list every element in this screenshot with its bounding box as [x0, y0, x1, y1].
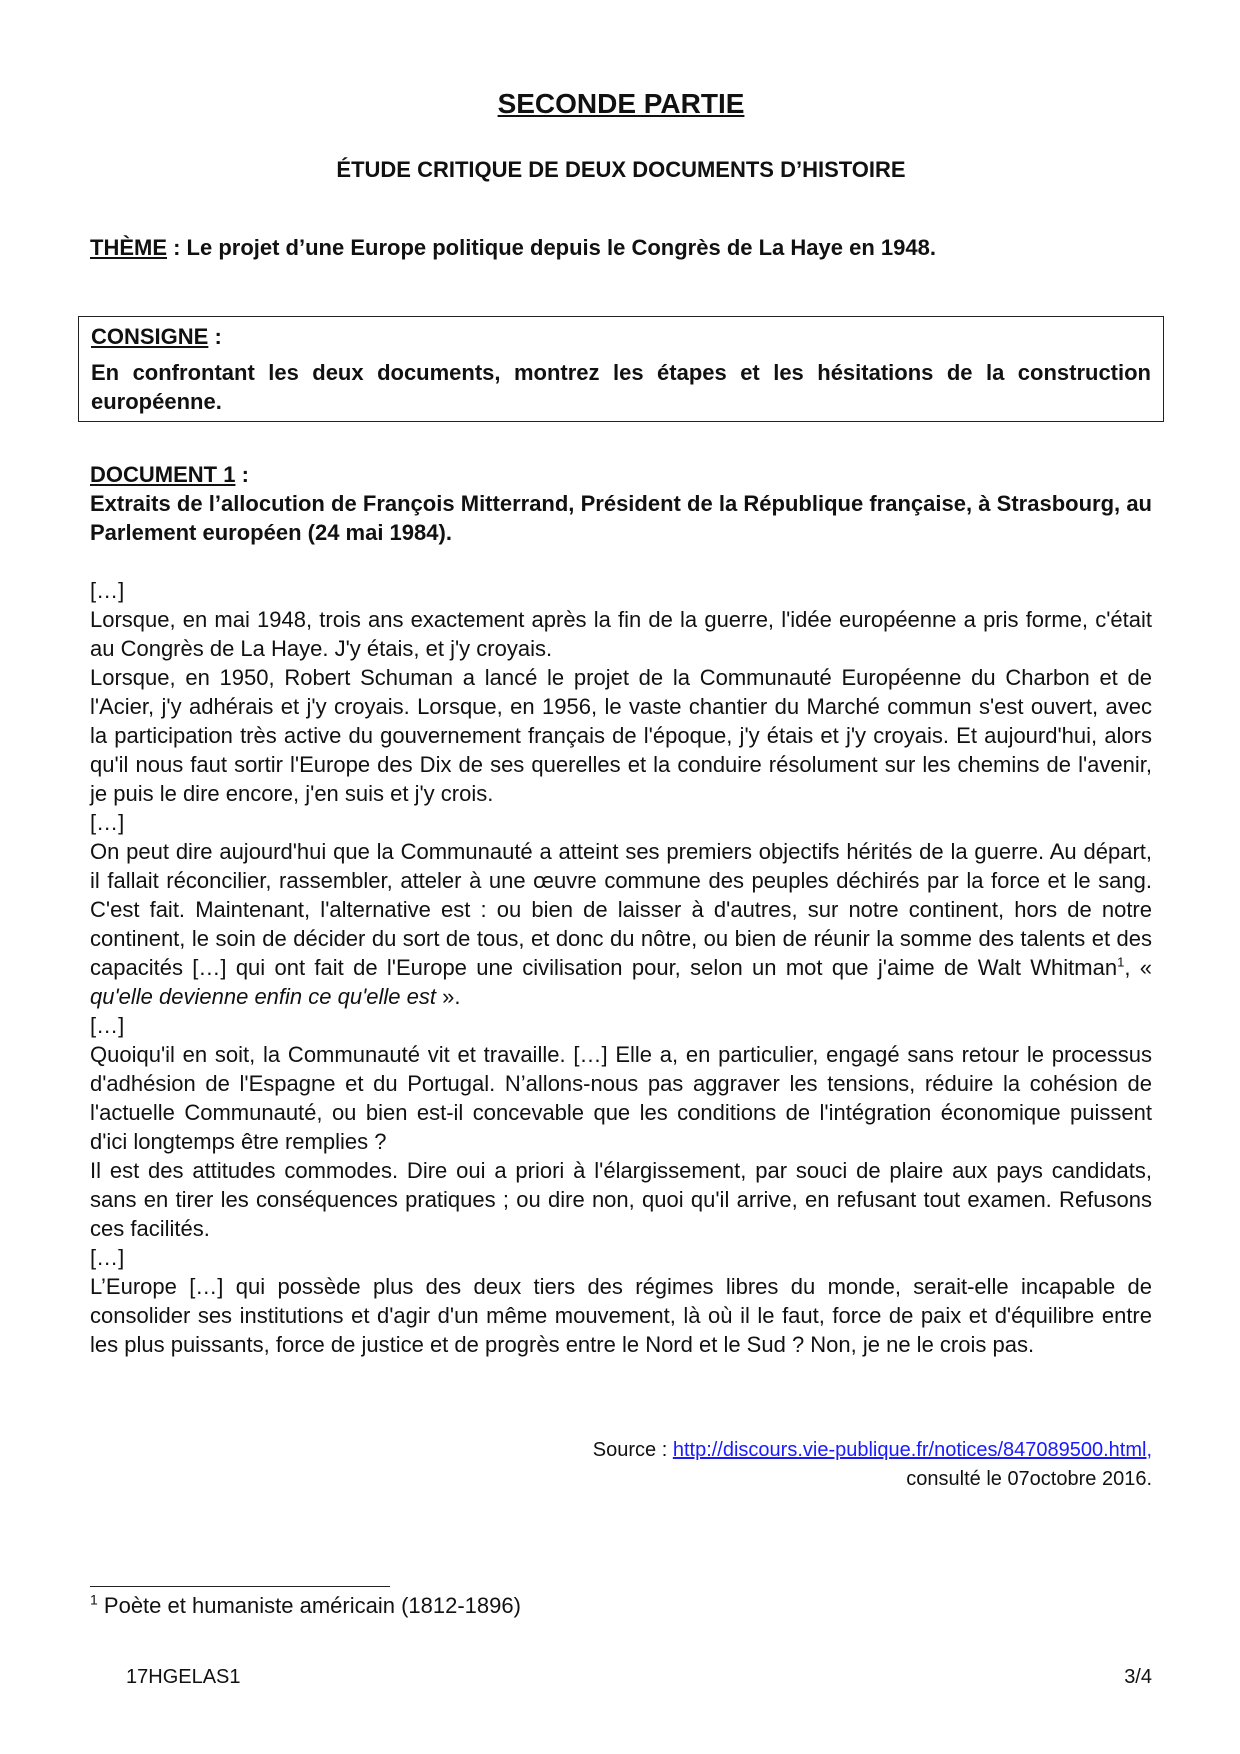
- document-1-body: [90, 576, 1152, 1359]
- page-number: 3/4: [1124, 1666, 1152, 1688]
- document-1-label-line: [90, 460, 1152, 489]
- consigne-label-suffix: :: [208, 324, 222, 349]
- document-1-label: DOCUMENT 1: [90, 462, 236, 487]
- theme-label: THÈME: [90, 235, 167, 260]
- ellipsis-3: […]: [90, 1013, 125, 1038]
- ellipsis-2: […]: [90, 810, 125, 835]
- source-prefix: Source :: [592, 1439, 673, 1461]
- page-subtitle: ÉTUDE CRITIQUE DE DEUX DOCUMENTS D’HISTOIRE: [336, 157, 906, 182]
- consigne-box: [78, 316, 1164, 422]
- footnote-text: Poète et humaniste américain (1812-1896): [97, 1593, 521, 1618]
- footnote-divider: [90, 1586, 390, 1587]
- source-link[interactable]: http://discours.vie-publique.fr/notices/847089500.html,: [672, 1439, 1152, 1461]
- footnote-reference: 1: [1117, 954, 1125, 970]
- paragraph-3: [90, 837, 1152, 1011]
- consigne-text: En confrontant les deux documents, montrez les étapes et les hésitations de la construction européenne.: [91, 360, 1151, 414]
- document-1-description: Extraits de l’allocution de François Mitterrand, Président de la République française, à Strasbourg, au Parlement européen (24 mai 1984).: [90, 491, 1152, 545]
- paragraph-3-mid: , «: [1124, 955, 1152, 980]
- theme-line: [90, 235, 936, 261]
- footnote-mark: 1: [90, 1591, 98, 1608]
- theme-text: : Le projet d’une Europe politique depuis le Congrès de La Haye en 1948.: [167, 235, 936, 260]
- footnote: [90, 1591, 521, 1621]
- whitman-quote: qu'elle devienne enfin ce qu'elle est: [90, 984, 436, 1009]
- footer-code: 17HGELAS1: [126, 1666, 241, 1688]
- paragraph-1: Lorsque, en mai 1948, trois ans exactement après la fin de la guerre, l'idée européenne a pris forme, c'était au Congrès de La Haye. J'y étais, et j'y croyais.: [90, 607, 1152, 661]
- paragraph-4: Quoiqu'il en soit, la Communauté vit et travaille. […] Elle a, en particulier, engagé sans retour le processus d'adhésion de l'Espagne et du Portugal. N’allons-nous pas aggraver les tensions, réduire la cohésion de l'actuelle Communauté, ou bien est-il concevable que les conditions de l'intégration économique puissent d'ici longtemps être remplies ?: [90, 1042, 1152, 1154]
- consigne-header: [91, 321, 1151, 353]
- source-consulted: consulté le 07octobre 2016.: [906, 1468, 1152, 1490]
- paragraph-5: Il est des attitudes commodes. Dire oui a priori à l'élargissement, par souci de plaire aux pays candidats, sans en tirer les conséquences pratiques ; ou dire non, quoi qu'il arrive, en refusant tout examen. Refusons ces facilités.: [90, 1158, 1152, 1241]
- document-1-header: [90, 460, 1152, 547]
- ellipsis-4: […]: [90, 1245, 125, 1270]
- paragraph-6: L’Europe […] qui possède plus des deux tiers des régimes libres du monde, serait-elle incapable de consolider ses institutions et d'agir d'un même mouvement, là où il le faut, force de paix et d'équilibre entre les plus puissants, force de justice et de progrès entre le Nord et le Sud ? Non, je ne le crois pas.: [90, 1274, 1152, 1357]
- ellipsis-1: […]: [90, 578, 125, 603]
- consigne-label: CONSIGNE: [91, 324, 209, 349]
- page-title: SECONDE PARTIE: [497, 88, 745, 119]
- paragraph-3-end: ».: [435, 984, 461, 1009]
- document-1-label-suffix: :: [235, 462, 249, 487]
- paragraph-2: Lorsque, en 1950, Robert Schuman a lancé le projet de la Communauté Européenne du Charbon et de l'Acier, j'y adhérais et j'y croyais. Lorsque, en 1956, le vaste chantier du Marché commun s'est ouvert, avec la participation très active du gouvernement français de l'époque, j'y étais et j'y croyais. Et aujourd'hui, alors qu'il nous faut sortir l'Europe des Dix de ses querelles et la conduire résolument sur les chemins de l'avenir, je puis le dire encore, j'en suis et j'y crois.: [90, 665, 1152, 806]
- source-line: [593, 1436, 1152, 1465]
- source-citation: [593, 1436, 1152, 1494]
- paragraph-3-start: On peut dire aujourd'hui que la Communauté a atteint ses premiers objectifs hérités de la guerre. Au départ, il fallait réconcilier, rassembler, atteler à une œuvre commune des peuples déchirés par la force et le sang. C'est fait. Maintenant, l'alternative est : ou bien de laisser à d'autres, sur notre continent, hors de notre continent, le soin de décider du sort de tous, et donc du nôtre, ou bien de réunir la somme des talents et des capacités […] qui ont fait de l'Europe une civilisation pour, selon un mot que j'aime de Walt Whitman: [90, 839, 1152, 980]
